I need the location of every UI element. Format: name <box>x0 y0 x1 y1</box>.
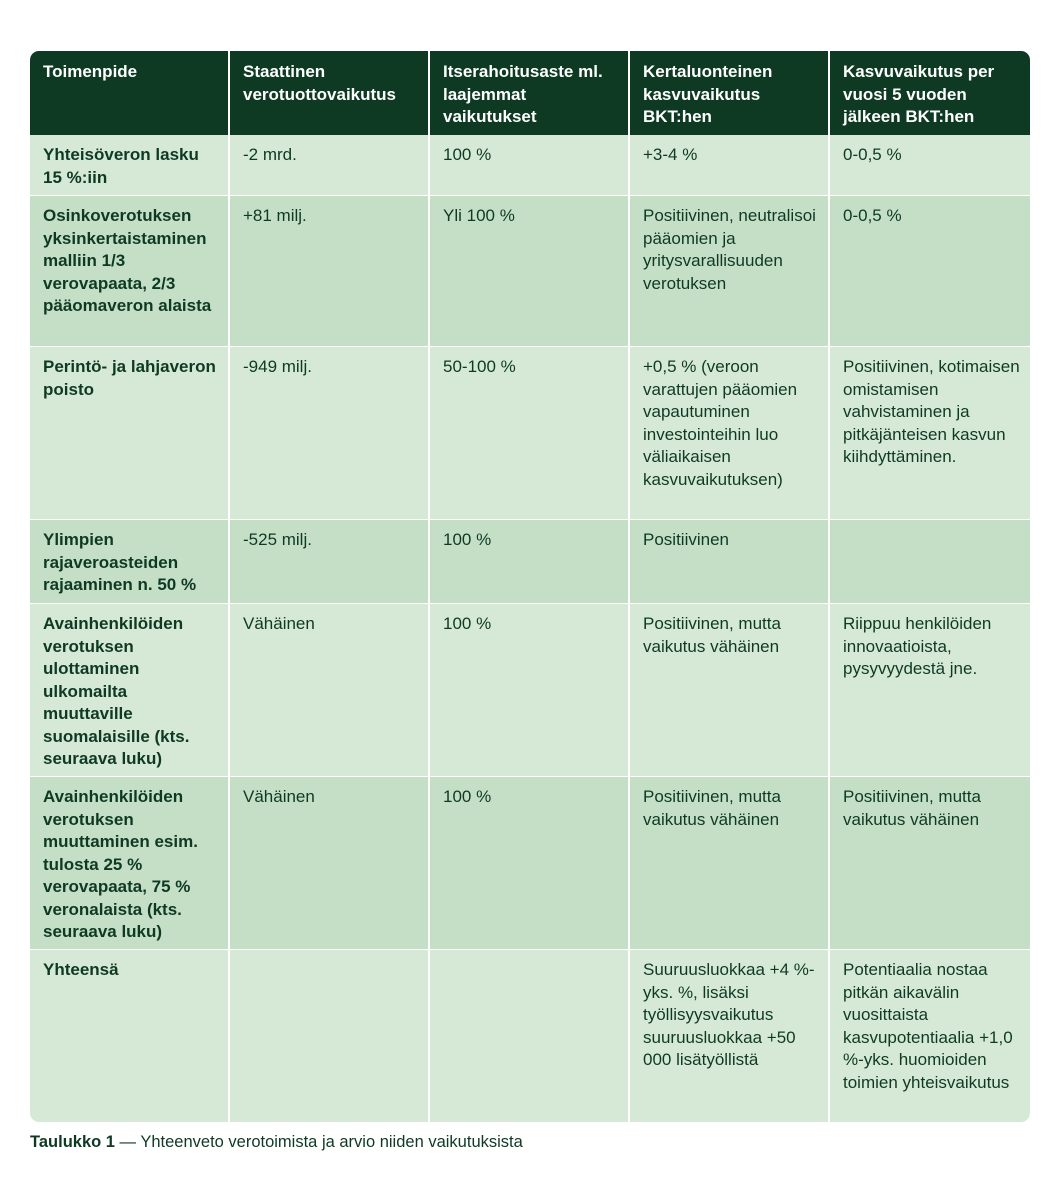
table-row-cell-measure: Yhteisöveron lasku 15 %:iin <box>30 135 230 196</box>
table-row-cell-self-financing <box>430 950 630 1122</box>
table-row-cell-static-revenue <box>230 950 430 1122</box>
table-row-cell-self-financing: 100 % <box>430 135 630 196</box>
table-row-cell-one-time-growth: Positiivinen, neutralisoi pääomien ja yritysvarallisuuden verotuksen <box>630 196 830 347</box>
table-row-cell-measure: Osinkoverotuksen yksinkertaistaminen malliin 1/3 verovapaata, 2/3 pääomaveron alaista <box>30 196 230 347</box>
table-row-cell-measure: Avainhenkilöiden verotuksen ulottaminen ulkomailta muuttaville suomalaisille (kts. seuraava luku) <box>30 604 230 777</box>
table-row-cell-static-revenue: Vähäinen <box>230 777 430 950</box>
table-row-cell-self-financing: 100 % <box>430 520 630 604</box>
table-row-cell-measure: Perintö- ja lahjaveron poisto <box>30 347 230 520</box>
summary-table <box>30 51 1030 1122</box>
table-row-cell-measure: Avainhenkilöiden verotuksen muuttaminen esim. tulosta 25 % verovapaata, 75 % veronalaista (kts. seuraava luku) <box>30 777 230 950</box>
table-caption <box>30 1133 523 1152</box>
table-row-cell-static-revenue: +81 milj. <box>230 196 430 347</box>
table-row-cell-one-time-growth: Suuruusluokkaa +4 %-yks. %, lisäksi työllisyysvaikutus suuruusluokkaa +50 000 lisätyöllistä <box>630 950 830 1122</box>
table-row-cell-measure: Ylimpien rajaveroasteiden rajaaminen n. 50 % <box>30 520 230 604</box>
table-row-cell-static-revenue: -949 milj. <box>230 347 430 520</box>
table-row-cell-annual-growth: 0-0,5 % <box>830 135 1030 196</box>
header-cell-one-time-growth: Kertaluonteinen kasvuvaikutus BKT:hen <box>630 51 830 135</box>
header-cell-measure: Toimenpide <box>30 51 230 135</box>
table-row-cell-measure: Yhteensä <box>30 950 230 1122</box>
header-cell-annual-growth: Kasvuvaikutus per vuosi 5 vuoden jälkeen BKT:hen <box>830 51 1030 135</box>
table-row-cell-self-financing: 100 % <box>430 777 630 950</box>
header-cell-self-financing: Itserahoitusaste ml. laajemmat vaikutukset <box>430 51 630 135</box>
table-row-cell-annual-growth: Potentiaalia nostaa pitkän aikavälin vuosittaista kasvupotentiaalia +1,0 %-yks. huomioiden toimien yhteisvaikutus <box>830 950 1030 1122</box>
caption-separator: — <box>114 1133 141 1151</box>
table-row-cell-annual-growth: Positiivinen, mutta vaikutus vähäinen <box>830 777 1030 950</box>
table-row-cell-one-time-growth: +0,5 % (veroon varattujen pääomien vapautuminen investointeihin luo väliaikaisen kasvuvaikutuksen) <box>630 347 830 520</box>
table-row-cell-static-revenue: -2 mrd. <box>230 135 430 196</box>
table-row-cell-annual-growth: Positiivinen, kotimaisen omistamisen vahvistaminen ja pitkäjänteisen kasvun kiihdyttäminen. <box>830 347 1030 520</box>
table-row-cell-annual-growth: Riippuu henkilöiden innovaatioista, pysyvyydestä jne. <box>830 604 1030 777</box>
table-row-cell-one-time-growth: Positiivinen, mutta vaikutus vähäinen <box>630 777 830 950</box>
table-row-cell-annual-growth <box>830 520 1030 604</box>
header-cell-static-revenue: Staattinen verotuottovaikutus <box>230 51 430 135</box>
table-row-cell-one-time-growth: Positiivinen <box>630 520 830 604</box>
table-row-cell-static-revenue: Vähäinen <box>230 604 430 777</box>
table-row-cell-static-revenue: -525 milj. <box>230 520 430 604</box>
table-row-cell-one-time-growth: +3-4 % <box>630 135 830 196</box>
table-row-cell-self-financing: 50-100 % <box>430 347 630 520</box>
table-row-cell-annual-growth: 0-0,5 % <box>830 196 1030 347</box>
table-row-cell-self-financing: Yli 100 % <box>430 196 630 347</box>
table-row-cell-self-financing: 100 % <box>430 604 630 777</box>
table-row-cell-one-time-growth: Positiivinen, mutta vaikutus vähäinen <box>630 604 830 777</box>
caption-label: Taulukko 1 <box>30 1133 115 1151</box>
caption-text: Yhteenveto verotoimista ja arvio niiden vaikutuksista <box>140 1133 523 1151</box>
